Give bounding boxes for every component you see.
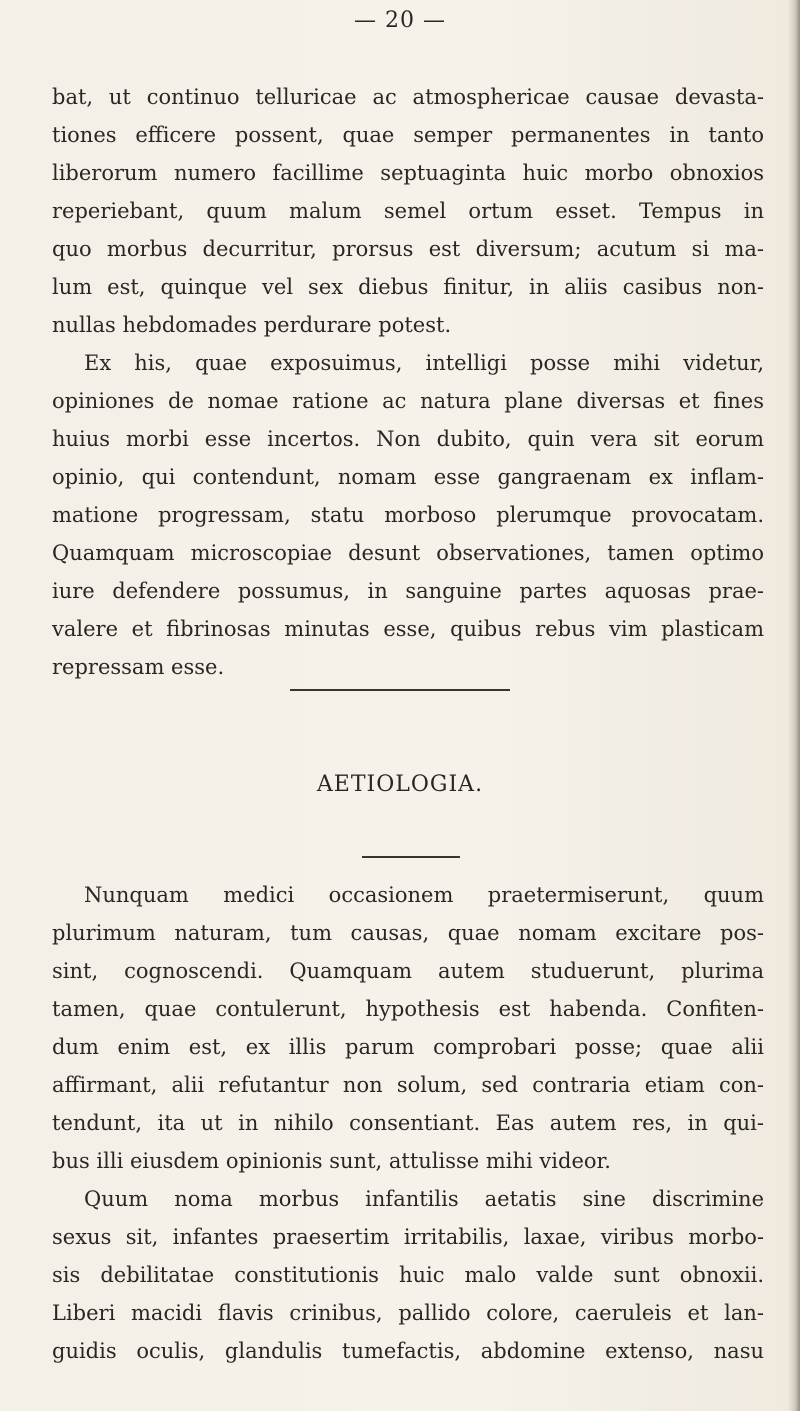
page-edge-shadow <box>788 0 800 1411</box>
text-line: bus illi eiusdem opinionis sunt, attulisse mihi videor. <box>52 1149 611 1173</box>
section-divider <box>290 689 510 691</box>
text-line: reperiebant, quum malum semel ortum esset. Tempus in <box>52 199 764 223</box>
text-line: iure defendere possumus, in sanguine partes aquosas prae- <box>52 579 764 603</box>
text-line: huius morbi esse incertos. Non dubito, quin vera sit eorum <box>52 427 764 451</box>
text-line: opiniones de nomae ratione ac natura plane diversas et fines <box>52 389 764 413</box>
text-line: Liberi macidi flavis crinibus, pallido colore, caeruleis et lan- <box>52 1301 764 1325</box>
text-line: tamen, quae contulerunt, hypothesis est habenda. Confiten- <box>52 997 764 1021</box>
text-line: affirmant, alii refutantur non solum, sed contraria etiam con- <box>52 1073 764 1097</box>
text-line: sis debilitatae constitutionis huic malo valde sunt obnoxii. <box>52 1263 764 1287</box>
text-line: nullas hebdomades perdurare potest. <box>52 313 452 337</box>
page-number: — 20 — <box>354 8 446 33</box>
text-line: valere et fibrinosas minutas esse, quibus rebus vim plasticam <box>52 617 764 641</box>
text-line: sexus sit, infantes praesertim irritabilis, laxae, viribus morbo- <box>52 1225 764 1249</box>
section-heading: AETIOLOGIA. <box>316 772 484 797</box>
text-line: quo morbus decurritur, prorsus est diversum; acutum si ma- <box>52 237 764 261</box>
text-line: bat, ut continuo telluricae ac atmosphericae causae devasta- <box>52 85 764 109</box>
heading-underline <box>362 856 460 858</box>
text-line: dum enim est, ex illis parum comprobari posse; quae alii <box>52 1035 764 1059</box>
text-line: guidis oculis, glandulis tumefactis, abdomine extenso, nasu <box>52 1339 764 1363</box>
paragraph-4 <box>52 1180 764 1370</box>
text-line: repressam esse. <box>52 655 225 679</box>
text-line: Quum noma morbus infantilis aetatis sine discrimine <box>84 1187 764 1211</box>
text-line: opinio, qui contendunt, nomam esse gangraenam ex inflam- <box>52 465 764 489</box>
paragraph-2 <box>52 344 764 686</box>
text-line: matione progressam, statu morboso plerumque provocatam. <box>52 503 764 527</box>
text-line: lum est, quinque vel sex diebus finitur, in aliis casibus non- <box>52 275 764 299</box>
text-line: plurimum naturam, tum causas, quae nomam excitare pos- <box>52 921 764 945</box>
paragraph-1 <box>52 78 764 344</box>
text-line: tiones efficere possent, quae semper permanentes in tanto <box>52 123 764 147</box>
text-line: Quamquam microscopiae desunt observationes, tamen optimo <box>52 541 764 565</box>
text-line: liberorum numero facillime septuaginta huic morbo obnoxios <box>52 161 764 185</box>
text-line: tendunt, ita ut in nihilo consentiant. Eas autem res, in qui- <box>52 1111 764 1135</box>
text-line: Nunquam medici occasionem praetermiserunt, quum <box>84 883 764 907</box>
text-line: Ex his, quae exposuimus, intelligi posse mihi videtur, <box>84 351 764 375</box>
paragraph-3 <box>52 876 764 1180</box>
text-line: sint, cognoscendi. Quamquam autem studuerunt, plurima <box>52 959 764 983</box>
